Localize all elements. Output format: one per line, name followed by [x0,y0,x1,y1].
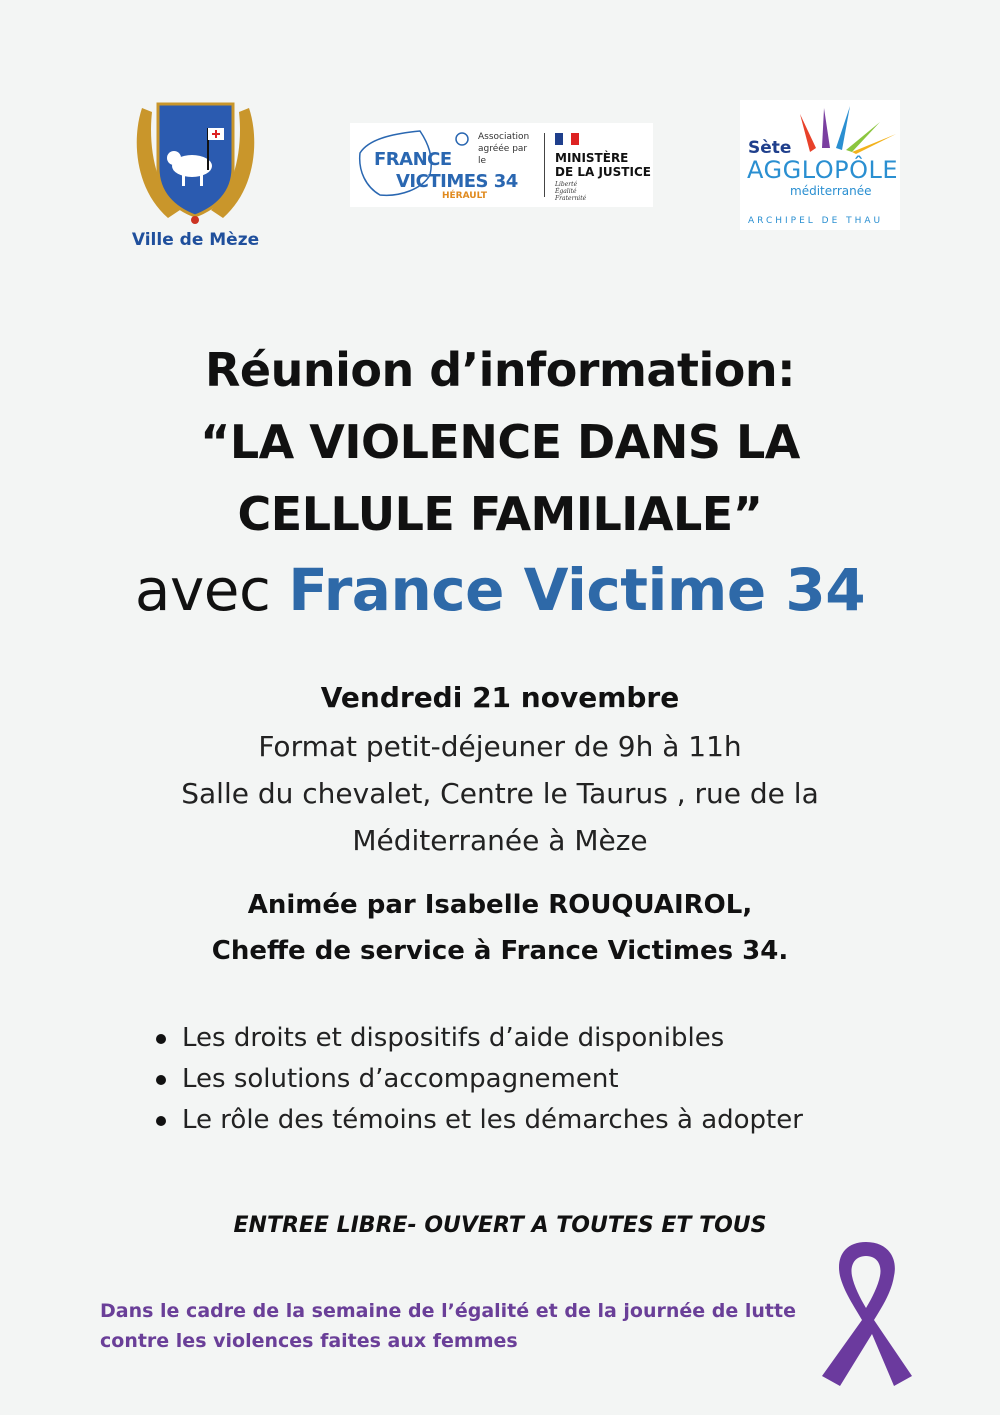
title-with-organization [0,550,1000,630]
topic-text: Les solutions d’accompagnement [182,1064,619,1094]
agglopole-word: AGGLOPÔLE [747,156,898,184]
bullet-icon [156,1116,166,1126]
motto-liberte: Liberté [555,181,578,188]
event-location-line2: Méditerranée à Mèze [352,824,648,857]
list-item [150,1018,803,1059]
organization-name: France Victime 34 [288,556,866,624]
sun-rays-icon [780,104,900,154]
context-text [100,1296,820,1356]
topic-text: Le rôle des témoins et les démarches à adopter [182,1105,803,1135]
fv-name-line1: FRANCE [374,149,452,170]
entry-notice: ENTREE LIBRE- OUVERT A TOUTES ET TOUS [233,1213,767,1238]
title-line1: Réunion d’information: [205,343,795,397]
host-line1: Animée par Isabelle ROUQUAIROL, [247,890,753,920]
context-line1: Dans le cadre de la semaine de l’égalité et de la journée de lutte [100,1300,796,1322]
list-item [150,1100,803,1141]
france-victimes-logo [350,123,653,207]
fv-region: HÉRAULT [442,191,487,201]
fv-name-line2: VICTIMES 34 [396,171,518,192]
meze-caption: Ville de Mèze [131,230,260,250]
sete-word: Sète [748,138,792,158]
topics-list [150,1018,803,1141]
motto-egalite: Égalité [555,188,577,195]
topic-text: Les droits et dispositifs d’aide disponibles [182,1023,725,1053]
purple-ribbon-icon [818,1236,914,1388]
event-date: Vendredi 21 novembre [320,681,680,714]
event-location-line1: Salle du chevalet, Centre le Taurus , rue de la [181,777,819,810]
bullet-icon [156,1034,166,1044]
title-line2: “LA VIOLENCE DANS LA [200,415,800,469]
mediterranee-word: méditerranée [790,184,872,198]
avec-prefix: avec [134,556,289,624]
ministry-line1: MINISTÈRE [555,151,629,165]
french-flag-icon [555,133,579,145]
fv-association-line: Association agréée par le [478,132,530,166]
context-line2: contre les violences faites aux femmes [100,1330,518,1352]
ministry-line2: DE LA JUSTICE [555,165,651,179]
motto-fraternite: Fraternité [555,195,587,202]
bullet-icon [156,1075,166,1085]
event-format: Format petit-déjeuner de 9h à 11h [258,730,742,763]
coat-of-arms-icon [128,98,263,228]
title-line3: CELLULE FAMILIALE” [237,487,763,541]
fv-divider [544,133,545,197]
host-line2: Cheffe de service à France Victimes 34. [211,936,789,966]
archipel-tagline: ARCHIPEL DE THAU [748,216,884,226]
sete-agglopole-logo [740,100,900,230]
list-item [150,1059,803,1100]
